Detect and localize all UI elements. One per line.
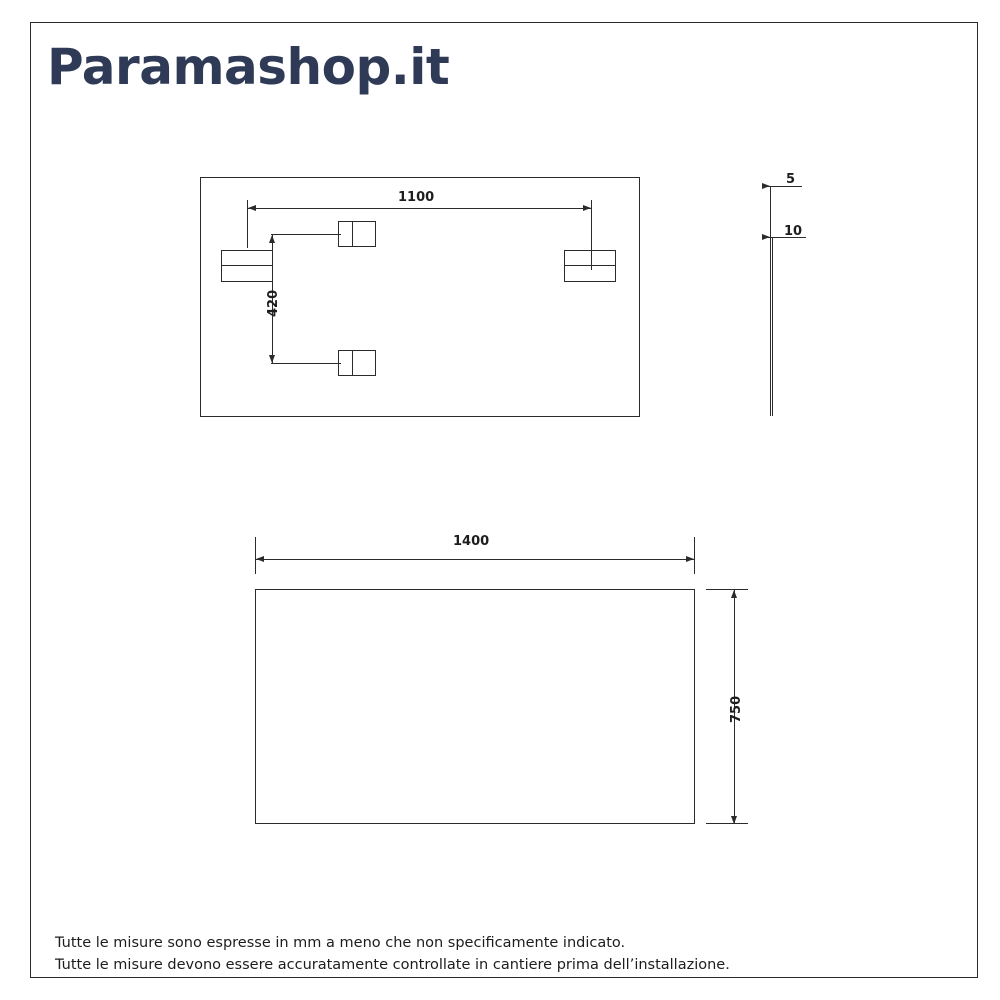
dim-1400-arrow-right-icon <box>686 556 694 562</box>
dim-10-arrow-icon <box>762 234 770 240</box>
dim-1100-arrow-right-icon <box>583 205 591 211</box>
front-view-panel <box>255 589 695 824</box>
dim-420-ext-bottom <box>271 363 341 364</box>
brand-logo: Paramashop.it <box>47 38 450 96</box>
dim-750-ext-bottom <box>706 823 748 824</box>
dim-1400-label: 1400 <box>453 534 490 549</box>
dim-1100-label: 1100 <box>398 190 435 205</box>
dim-1100-arrow-left-icon <box>248 205 256 211</box>
dim-750-ext-top <box>706 589 748 590</box>
bracket-bottom-divider <box>352 351 353 375</box>
note-line-2: Tutte le misure devono essere accuratamente controllate in cantiere prima dell’installazione. <box>55 957 730 974</box>
side-view-profile-line-2 <box>772 237 773 416</box>
measurement-notes <box>55 932 730 977</box>
dim-750-arrow-top-icon <box>731 590 737 598</box>
dim-1400-line <box>255 559 695 560</box>
dim-5-label: 5 <box>786 172 796 187</box>
bracket-top-divider <box>352 222 353 246</box>
bracket-right <box>564 250 616 282</box>
dim-420-label: 420 <box>266 289 281 317</box>
dim-5-arrow-icon <box>762 183 770 189</box>
dim-420-arrow-top-icon <box>269 235 275 243</box>
bracket-top <box>338 221 376 247</box>
dim-750-label: 750 <box>729 695 744 723</box>
dim-1100-ext-right <box>591 200 592 270</box>
dim-1100-line <box>247 208 591 209</box>
bracket-bottom <box>338 350 376 376</box>
bracket-right-divider <box>565 265 615 266</box>
dim-750-arrow-bottom-icon <box>731 816 737 824</box>
drawing-sheet-border <box>30 22 978 978</box>
dim-10-label: 10 <box>784 224 803 239</box>
note-line-1: Tutte le misure sono espresse in mm a meno che non specificamente indicato. <box>55 935 626 951</box>
dim-420-arrow-bottom-icon <box>269 355 275 363</box>
bracket-left-divider <box>222 265 272 266</box>
side-view-profile-line <box>770 186 771 416</box>
bracket-left <box>221 250 273 282</box>
dim-1400-ext-right <box>694 537 695 574</box>
dim-1400-arrow-left-icon <box>256 556 264 562</box>
dim-420-ext-top <box>271 234 341 235</box>
